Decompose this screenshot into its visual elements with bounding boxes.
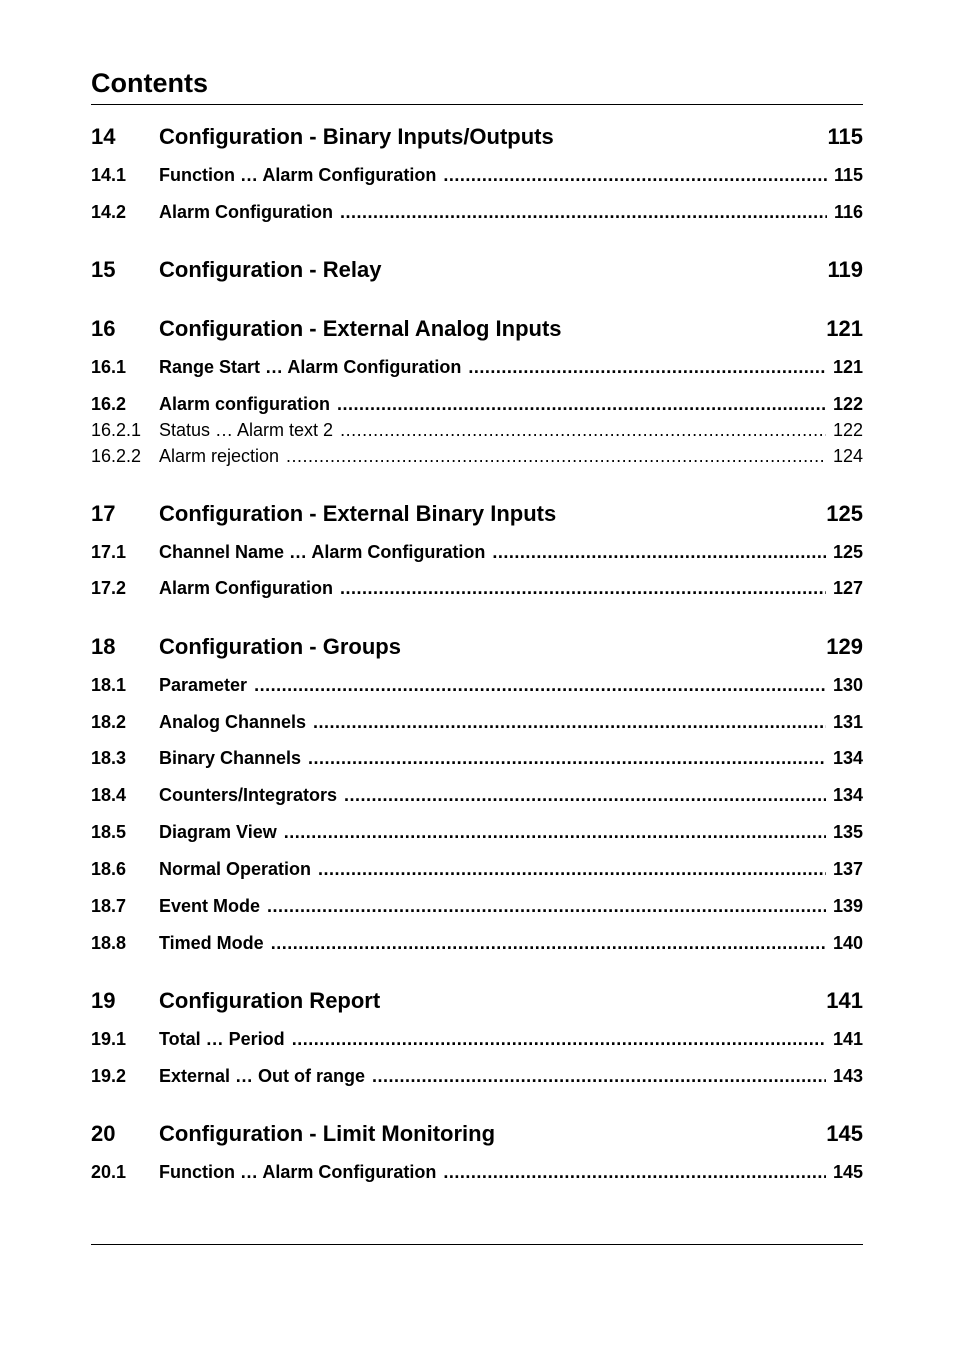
toc-section-row[interactable] — [91, 1064, 863, 1088]
toc-page-number: 122 — [832, 394, 863, 414]
toc-chapter-row[interactable] — [91, 315, 863, 343]
toc-entry-title: Counters/Integrators — [159, 785, 338, 805]
toc-section-row[interactable] — [91, 673, 863, 697]
toc-entry-title: Configuration - Relay — [159, 257, 382, 282]
toc-section-row[interactable] — [91, 894, 863, 918]
toc-section-row[interactable] — [91, 820, 863, 844]
toc-page-number: 131 — [832, 712, 863, 732]
toc-entry-number: 15 — [91, 257, 116, 282]
toc-page-number: 129 — [826, 634, 863, 659]
toc-entry-title: Function … Alarm Configuration — [159, 165, 437, 185]
toc-page-number: 116 — [833, 202, 863, 222]
toc-dot-leader — [292, 1027, 826, 1051]
toc-entry-title: Channel Name … Alarm Configuration — [159, 542, 486, 562]
toc-page-number: 130 — [832, 675, 863, 695]
toc-entry-number: 19 — [91, 988, 116, 1013]
toc-dot-leader — [340, 200, 827, 224]
toc-entry-title: Alarm configuration — [159, 394, 331, 414]
toc-chapter-row[interactable] — [91, 256, 863, 284]
toc-entry-title: Configuration - External Binary Inputs — [159, 501, 557, 526]
toc-entry-number: 18.2 — [91, 712, 127, 732]
toc-dot-leader — [372, 1064, 826, 1088]
toc-dot-leader — [443, 163, 827, 187]
toc-page-number: 135 — [832, 822, 863, 842]
toc-entry-title: Binary Channels — [159, 748, 302, 768]
toc-dot-leader — [337, 392, 826, 416]
toc-entry-number: 17 — [91, 501, 116, 526]
toc-entry-title: Parameter — [159, 675, 248, 695]
toc-page-number: 140 — [832, 933, 863, 953]
toc-section-row[interactable] — [91, 1160, 863, 1184]
toc-entry-number: 19.1 — [91, 1029, 127, 1049]
toc-page-number: 125 — [826, 501, 863, 526]
toc-entry-title: Analog Channels — [159, 712, 307, 732]
toc-page-number: 115 — [833, 165, 863, 185]
toc-entry-number: 20.1 — [91, 1162, 127, 1182]
toc-chapter-row[interactable] — [91, 987, 863, 1015]
toc-section-row[interactable] — [91, 540, 863, 564]
toc-entry-title: Alarm Configuration — [159, 202, 333, 222]
toc-page-number: 119 — [827, 257, 863, 282]
toc-dot-leader — [286, 444, 826, 468]
toc-entry-title: Configuration - Groups — [159, 634, 401, 659]
toc-subsection-row[interactable] — [91, 418, 863, 442]
toc-subsection-row[interactable] — [91, 444, 863, 468]
toc-section-row[interactable] — [91, 931, 863, 955]
toc-entry-title: Total … Period — [159, 1029, 285, 1049]
toc-section-row[interactable] — [91, 392, 863, 416]
toc-dot-leader — [340, 418, 826, 442]
toc-entry-number: 17.1 — [91, 542, 127, 562]
toc-entry-title: Timed Mode — [159, 933, 264, 953]
toc-page-number: 121 — [826, 316, 863, 341]
toc-chapter-row[interactable] — [91, 123, 863, 151]
toc-entry-title: Status … Alarm text 2 — [159, 420, 334, 440]
toc-section-row[interactable] — [91, 200, 863, 224]
toc-entry-number: 18.4 — [91, 785, 127, 805]
toc-entry-number: 16.2 — [91, 394, 127, 414]
toc-entry-title: Alarm Configuration — [159, 578, 333, 598]
toc-page-number: 134 — [832, 785, 863, 805]
toc-page-number: 121 — [832, 357, 863, 377]
toc-entry-number: 16 — [91, 316, 116, 341]
footer-divider — [91, 1244, 863, 1245]
toc-entry-number: 16.2.2 — [91, 446, 142, 466]
toc-dot-leader — [254, 673, 826, 697]
toc-section-row[interactable] — [91, 576, 863, 600]
toc-dot-leader — [492, 540, 826, 564]
toc-entry-number: 18 — [91, 634, 116, 659]
toc-page-number: 115 — [827, 124, 863, 149]
toc-section-row[interactable] — [91, 746, 863, 770]
page-title: Contents — [91, 68, 208, 98]
toc-entry-title: Function … Alarm Configuration — [159, 1162, 437, 1182]
toc-entry-title: Configuration Report — [159, 988, 381, 1013]
toc-chapter-row[interactable] — [91, 633, 863, 661]
toc-entry-number: 18.1 — [91, 675, 127, 695]
toc-dot-leader — [468, 355, 826, 379]
toc-dot-leader — [271, 931, 826, 955]
toc-dot-leader — [308, 746, 826, 770]
toc-entry-number: 18.8 — [91, 933, 127, 953]
toc-entry-number: 14.2 — [91, 202, 127, 222]
toc-entry-number: 14 — [91, 124, 116, 149]
toc-entry-number: 19.2 — [91, 1066, 127, 1086]
toc-entry-title: Alarm rejection — [159, 446, 280, 466]
toc-entry-title: Configuration - External Analog Inputs — [159, 316, 562, 341]
toc-page-number: 145 — [826, 1121, 863, 1146]
toc-entry-number: 18.5 — [91, 822, 127, 842]
toc-page-number: 143 — [832, 1066, 863, 1086]
toc-page-number: 125 — [832, 542, 863, 562]
toc-entry-number: 18.3 — [91, 748, 127, 768]
title-divider — [91, 104, 863, 105]
toc-entry-title: Configuration - Limit Monitoring — [159, 1121, 496, 1146]
toc-dot-leader — [344, 783, 826, 807]
toc-entry-title: Normal Operation — [159, 859, 312, 879]
toc-entry-title: Diagram View — [159, 822, 277, 842]
toc-dot-leader — [267, 894, 826, 918]
toc-entry-number: 16.2.1 — [91, 420, 142, 440]
toc-section-row[interactable] — [91, 1027, 863, 1051]
toc-entry-title: Configuration - Binary Inputs/Outputs — [159, 124, 554, 149]
toc-page-number: 124 — [832, 446, 863, 466]
toc-entry-number: 14.1 — [91, 165, 127, 185]
toc-page-number: 137 — [832, 859, 863, 879]
toc-page-number: 145 — [832, 1162, 863, 1182]
toc-section-row[interactable] — [91, 857, 863, 881]
toc-page-number: 127 — [832, 578, 863, 598]
toc-dot-leader — [443, 1160, 826, 1184]
toc-section-row[interactable] — [91, 783, 863, 807]
toc-entry-number: 18.7 — [91, 896, 127, 916]
toc-section-row[interactable] — [91, 355, 863, 379]
toc-page-number: 141 — [826, 988, 863, 1013]
toc-entry-number: 16.1 — [91, 357, 127, 377]
toc-entry-title: Event Mode — [159, 896, 261, 916]
toc-dot-leader — [318, 857, 826, 881]
toc-page-number: 122 — [832, 420, 863, 440]
toc-dot-leader — [284, 820, 826, 844]
toc-section-row[interactable] — [91, 710, 863, 734]
toc-dot-leader — [340, 576, 826, 600]
toc-entry-number: 17.2 — [91, 578, 127, 598]
toc-entry-number: 18.6 — [91, 859, 127, 879]
toc-page-number: 134 — [832, 748, 863, 768]
toc-page-number: 139 — [832, 896, 863, 916]
toc-entry-title: External … Out of range — [159, 1066, 366, 1086]
toc-chapter-row[interactable] — [91, 500, 863, 528]
toc-chapter-row[interactable] — [91, 1120, 863, 1148]
toc-entry-title: Range Start … Alarm Configuration — [159, 357, 462, 377]
toc-section-row[interactable] — [91, 163, 863, 187]
toc-entry-number: 20 — [91, 1121, 116, 1146]
toc-dot-leader — [313, 710, 826, 734]
toc-page-number: 141 — [832, 1029, 863, 1049]
